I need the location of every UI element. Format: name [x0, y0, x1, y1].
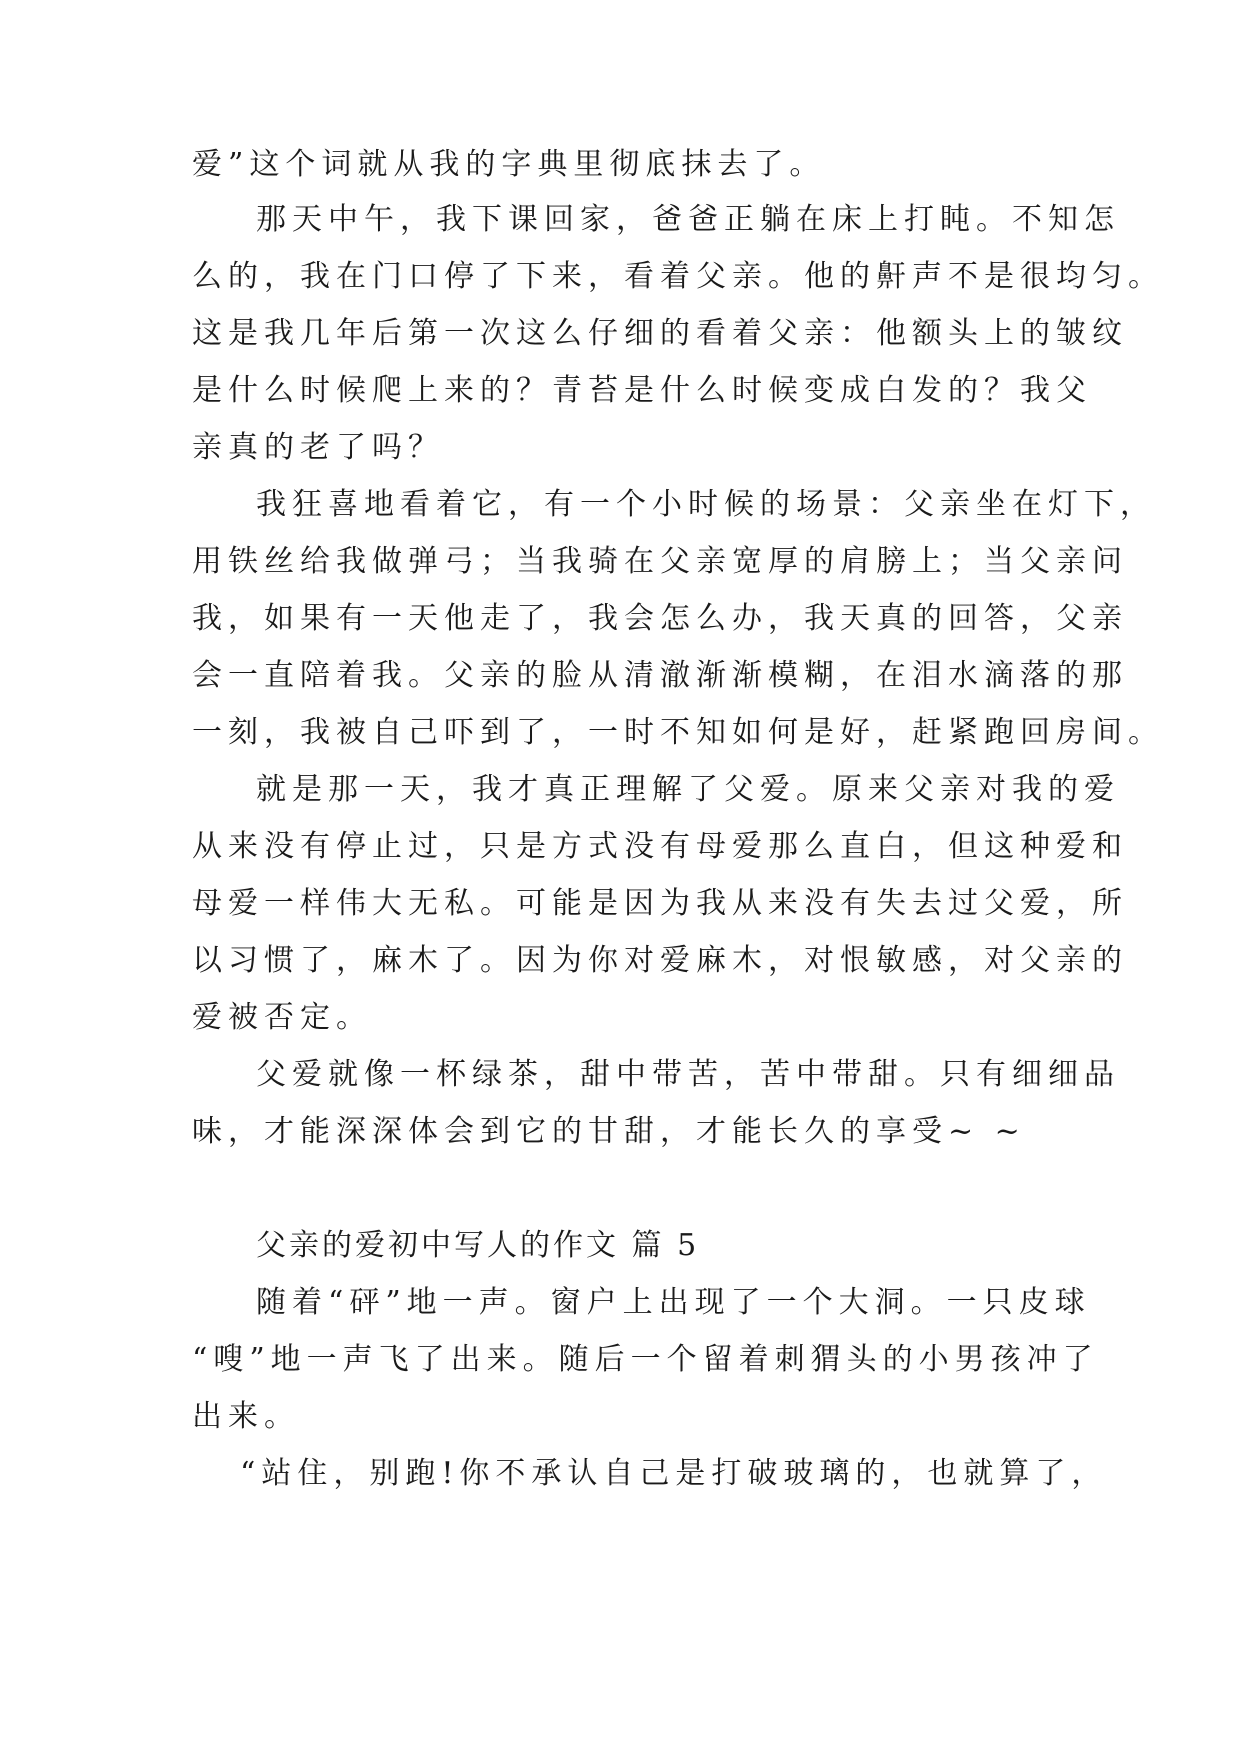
text-line: 亲真的老了吗？	[192, 430, 444, 465]
text-line: 会一直陪着我。父亲的脸从清澈渐渐模糊，在泪水滴落的那	[192, 658, 1128, 693]
section-heading: 父亲的爱初中写人的作文 篇 5	[256, 1228, 700, 1263]
text-line: 一刻，我被自己吓到了，一时不知如何是好，赶紧跑回房间。	[192, 715, 1164, 750]
text-line: 随着“砰”地一声。窗户上出现了一个大洞。一只皮球	[256, 1285, 1091, 1320]
text-line: 味，才能深深体会到它的甘甜，才能长久的享受~ ~	[192, 1114, 1026, 1149]
text-line: 么的，我在门口停了下来，看着父亲。他的鼾声不是很均匀。	[192, 259, 1164, 294]
text-line: 我狂喜地看着它，有一个小时候的场景：父亲坐在灯下，	[256, 487, 1156, 522]
text-line: 母爱一样伟大无私。可能是因为我从来没有失去过父爱，所	[192, 886, 1128, 921]
text-line: 是什么时候爬上来的？青苔是什么时候变成白发的？我父	[192, 373, 1092, 408]
text-line: “嗖”地一声飞了出来。随后一个留着刺猬头的小男孩冲了	[192, 1342, 1099, 1377]
text-line: 我，如果有一天他走了，我会怎么办，我天真的回答，父亲	[192, 601, 1128, 636]
text-line: 爱被否定。	[192, 1000, 372, 1035]
text-line: 那天中午，我下课回家，爸爸正躺在床上打盹。不知怎	[256, 202, 1120, 237]
text-line: 以习惯了，麻木了。因为你对爱麻木，对恨敏感，对父亲的	[192, 943, 1128, 978]
text-line: 爱”这个词就从我的字典里彻底抹去了。	[192, 147, 826, 182]
text-line: 父爱就像一杯绿茶，甜中带苦，苦中带甜。只有细细品	[256, 1057, 1120, 1092]
text-line: 用铁丝给我做弹弓；当我骑在父亲宽厚的肩膀上；当父亲问	[192, 544, 1128, 579]
text-line: 这是我几年后第一次这么仔细的看着父亲：他额头上的皱纹	[192, 316, 1128, 351]
text-line: 从来没有停止过，只是方式没有母爱那么直白，但这种爱和	[192, 829, 1128, 864]
text-line: 就是那一天，我才真正理解了父爱。原来父亲对我的爱	[256, 772, 1120, 807]
text-line: 出来。	[192, 1399, 300, 1434]
text-line: “站住，别跑!你不承认自己是打破玻璃的，也就算了，	[240, 1456, 1108, 1491]
